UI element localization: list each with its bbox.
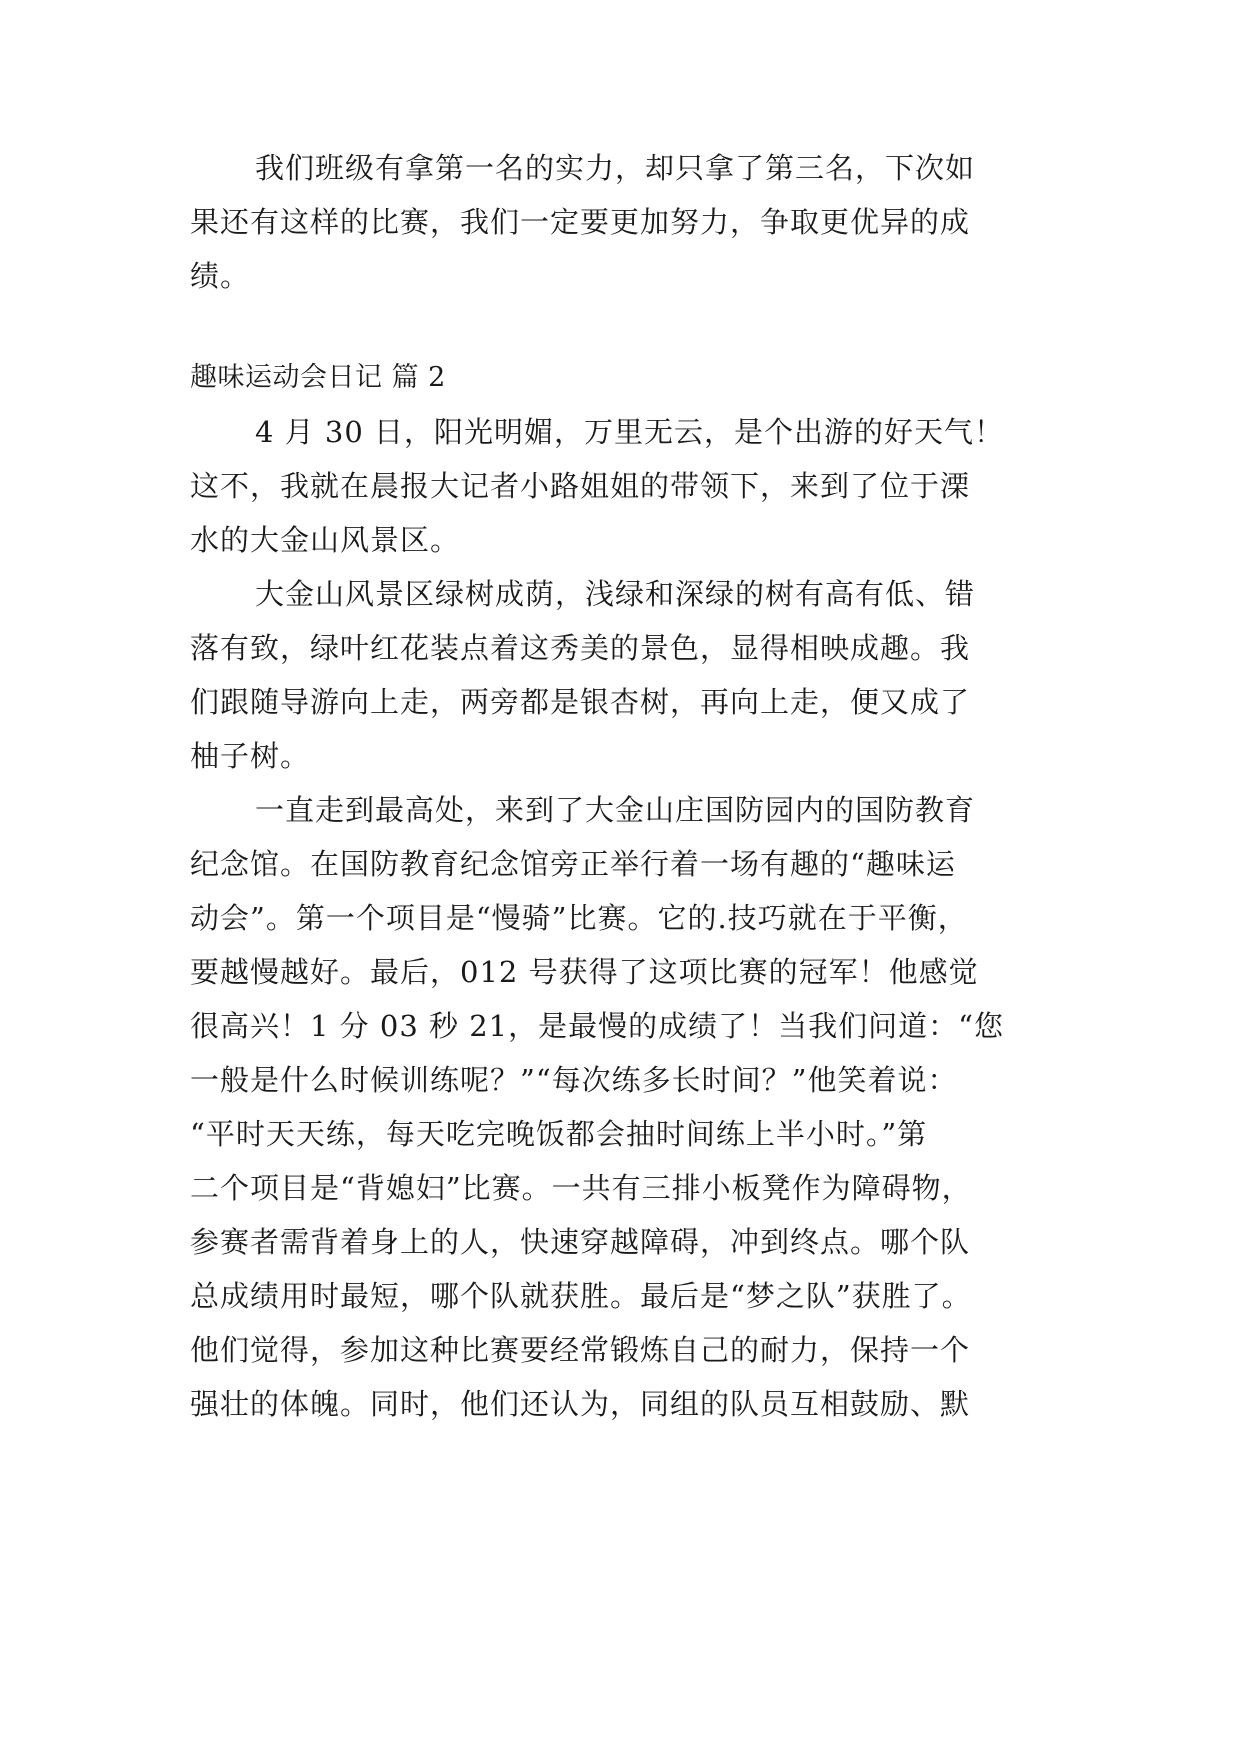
text-line: 参赛者需背着身上的人，快速穿越障碍，冲到终点。哪个队: [190, 1225, 971, 1259]
text-line: 他们觉得，参加这种比赛要经常锻炼自己的耐力，保持一个: [190, 1333, 971, 1367]
text-line: 纪念馆。在国防教育纪念馆旁正举行着一场有趣的“趣味运: [190, 847, 956, 881]
text-line: 绩。: [190, 259, 251, 293]
text-line: 我们班级有拿第一名的实力，却只拿了第三名，下次如: [255, 151, 976, 185]
text-line: 柚子树。: [190, 739, 311, 773]
text-line: 一般是什么时候训练呢？”“每次练多长时间？”他笑着说：: [190, 1063, 958, 1097]
text-line: 水的大金山风景区。: [190, 523, 461, 557]
section-title: 趣味运动会日记 篇 2: [190, 362, 446, 393]
text-line: 二个项目是“背媳妇”比赛。一共有三排小板凳作为障碍物，: [190, 1171, 972, 1205]
text-line: 很高兴！1 分 03 秒 21，是最慢的成绩了！当我们问道：“您: [190, 1009, 1004, 1043]
text-line: 4 月 30 日，阳光明媚，万里无云，是个出游的好天气！: [255, 415, 1005, 449]
text-line: 要越慢越好。最后，012 号获得了这项比赛的冠军！他感觉: [190, 955, 979, 989]
text-line: 这不，我就在晨报大记者小路姐姐的带领下，来到了位于溧: [190, 469, 971, 503]
text-line: “平时天天练，每天吃完晚饭都会抽时间练上半小时。”第: [190, 1117, 928, 1151]
text-line: 们跟随导游向上走，两旁都是银杏树，再向上走，便又成了: [190, 685, 971, 719]
text-line: 总成绩用时最短，哪个队就获胜。最后是“梦之队”获胜了。: [190, 1279, 972, 1313]
text-line: 一直走到最高处，来到了大金山庄国防园内的国防教育: [255, 793, 976, 827]
text-line: 果还有这样的比赛，我们一定要更加努力，争取更优异的成: [190, 205, 971, 239]
text-line: 大金山风景区绿树成荫，浅绿和深绿的树有高有低、错: [255, 577, 976, 611]
text-line: 动会”。第一个项目是“慢骑”比赛。它的.技巧就在于平衡，: [190, 901, 968, 935]
text-line: 强壮的体魄。同时，他们还认为，同组的队员互相鼓励、默: [190, 1387, 971, 1421]
text-line: 落有致，绿叶红花装点着这秀美的景色，显得相映成趣。我: [190, 631, 971, 665]
